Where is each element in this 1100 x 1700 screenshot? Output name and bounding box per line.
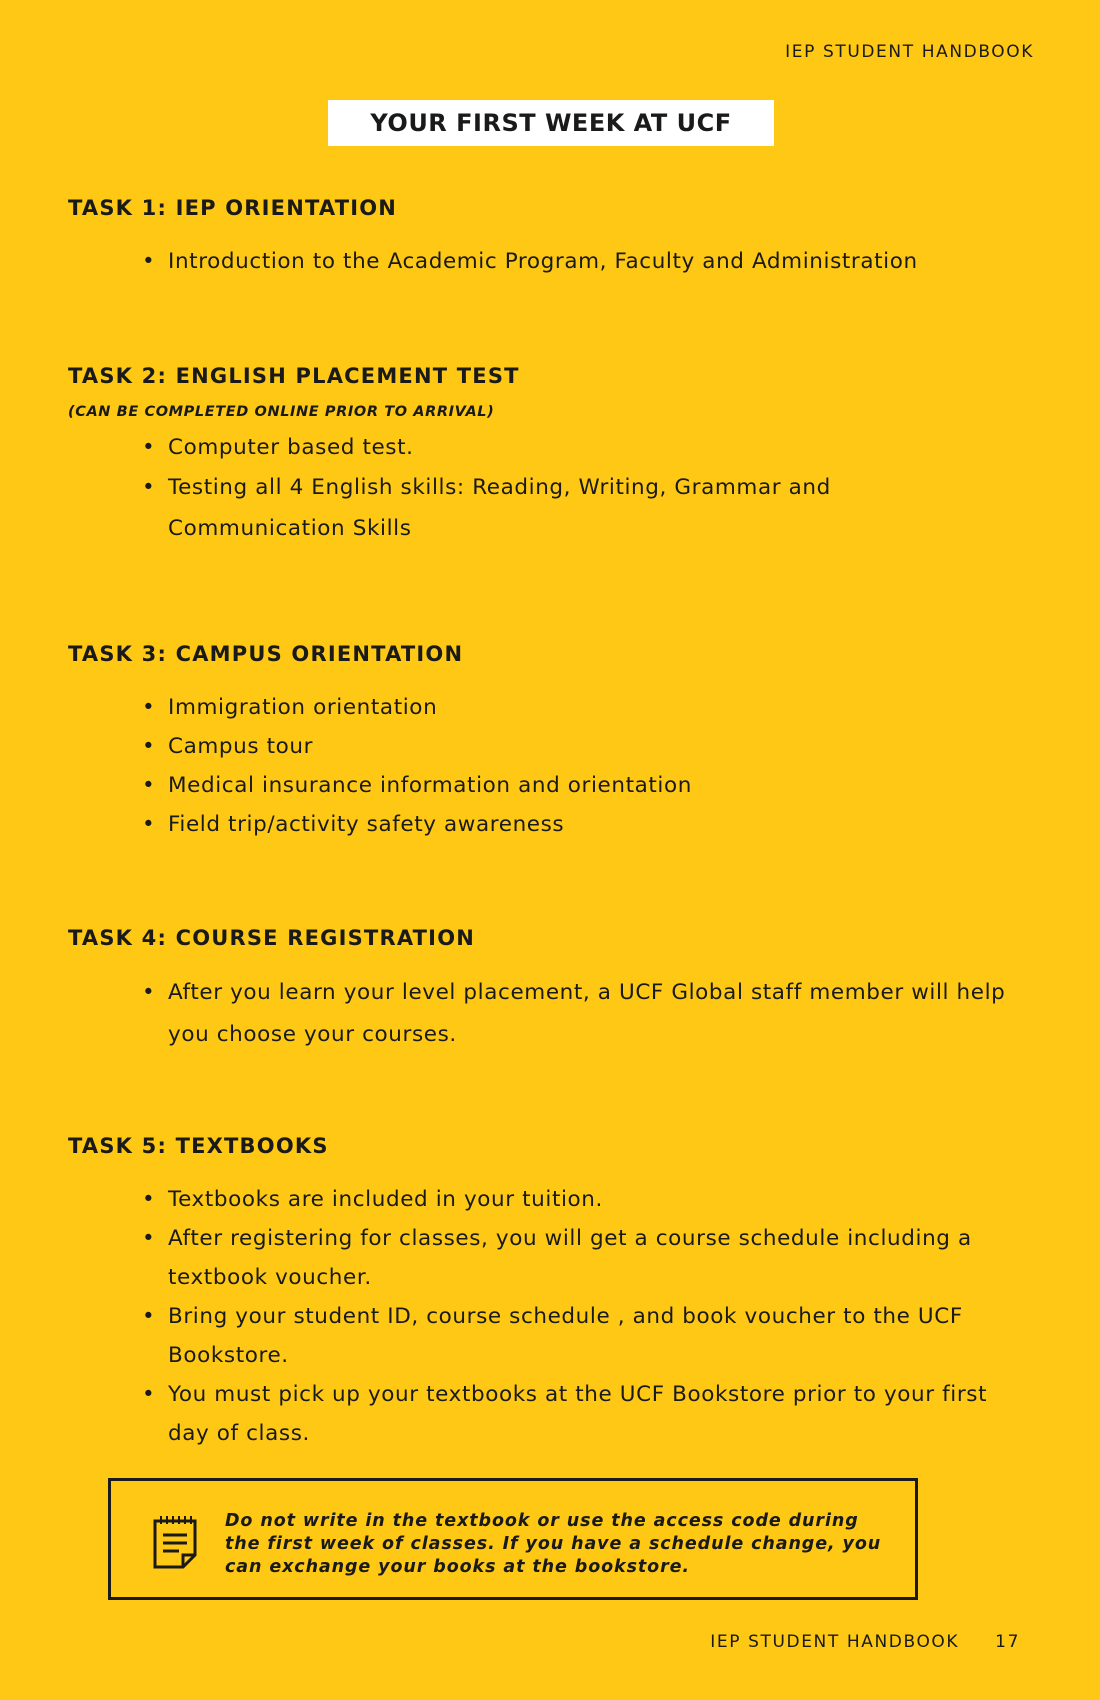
list-item: • Campus tour: [168, 727, 1040, 766]
task-4-section: [68, 926, 1040, 1056]
header-title: IEP STUDENT HANDBOOK: [785, 42, 1034, 62]
list-item: • Medical insurance information and orientation: [168, 766, 1040, 805]
task-2-bullet-list: [68, 428, 1040, 549]
list-item: • After you learn your level placement, a UCF Global staff member will help you choose your courses.: [168, 972, 1038, 1056]
task-note: (CAN BE COMPLETED ONLINE PRIOR TO ARRIVAL): [68, 404, 495, 420]
page-title-banner: [328, 100, 774, 146]
textbook-note-box: [108, 1478, 918, 1600]
task-4-bullet-list: [68, 972, 1040, 1056]
list-item: • Computer based test.: [168, 428, 1040, 467]
task-heading: TASK 4: COURSE REGISTRATION: [68, 926, 476, 950]
footer-title: IEP STUDENT HANDBOOK: [710, 1632, 960, 1652]
page-footer: [710, 1632, 1020, 1652]
list-item: • Testing all 4 English skills: Reading, Writing, Grammar and Communication Skills: [168, 467, 848, 549]
task-2-section: [68, 364, 1040, 549]
task-1-section: [68, 196, 1040, 281]
task-heading: TASK 3: CAMPUS ORIENTATION: [68, 642, 464, 666]
list-item: • Introduction to the Academic Program, Faculty and Administration: [168, 242, 1048, 281]
note-text: Do not write in the textbook or use the access code during the first week of classes. If you have a schedule change, you can exchange your books at the bookstore.: [225, 1511, 882, 1577]
task-3-section: [68, 642, 1040, 844]
task-heading: TASK 2: ENGLISH PLACEMENT TEST: [68, 364, 520, 388]
notepad-icon: [151, 1515, 199, 1575]
page-title: YOUR FIRST WEEK AT UCF: [370, 109, 732, 137]
task-3-bullet-list: [68, 688, 1040, 844]
list-item: • You must pick up your textbooks at the UCF Bookstore prior to your first day of class.: [168, 1375, 1018, 1453]
task-5-bullet-list: [68, 1180, 1040, 1453]
task-heading: TASK 5: TEXTBOOKS: [68, 1134, 329, 1158]
list-item: • Bring your student ID, course schedule , and book voucher to the UCF Bookstore.: [168, 1297, 968, 1375]
page-number: 17: [995, 1632, 1020, 1652]
task-1-bullet-list: [68, 242, 1040, 281]
task-heading: TASK 1: IEP ORIENTATION: [68, 196, 398, 220]
list-item: • Field trip/activity safety awareness: [168, 805, 1040, 844]
list-item: • Immigration orientation: [168, 688, 1040, 727]
task-5-section: [68, 1134, 1040, 1453]
list-item: • Textbooks are included in your tuition.: [168, 1180, 1038, 1219]
list-item: • After registering for classes, you will get a course schedule including a textbook voucher.: [168, 1219, 1038, 1297]
